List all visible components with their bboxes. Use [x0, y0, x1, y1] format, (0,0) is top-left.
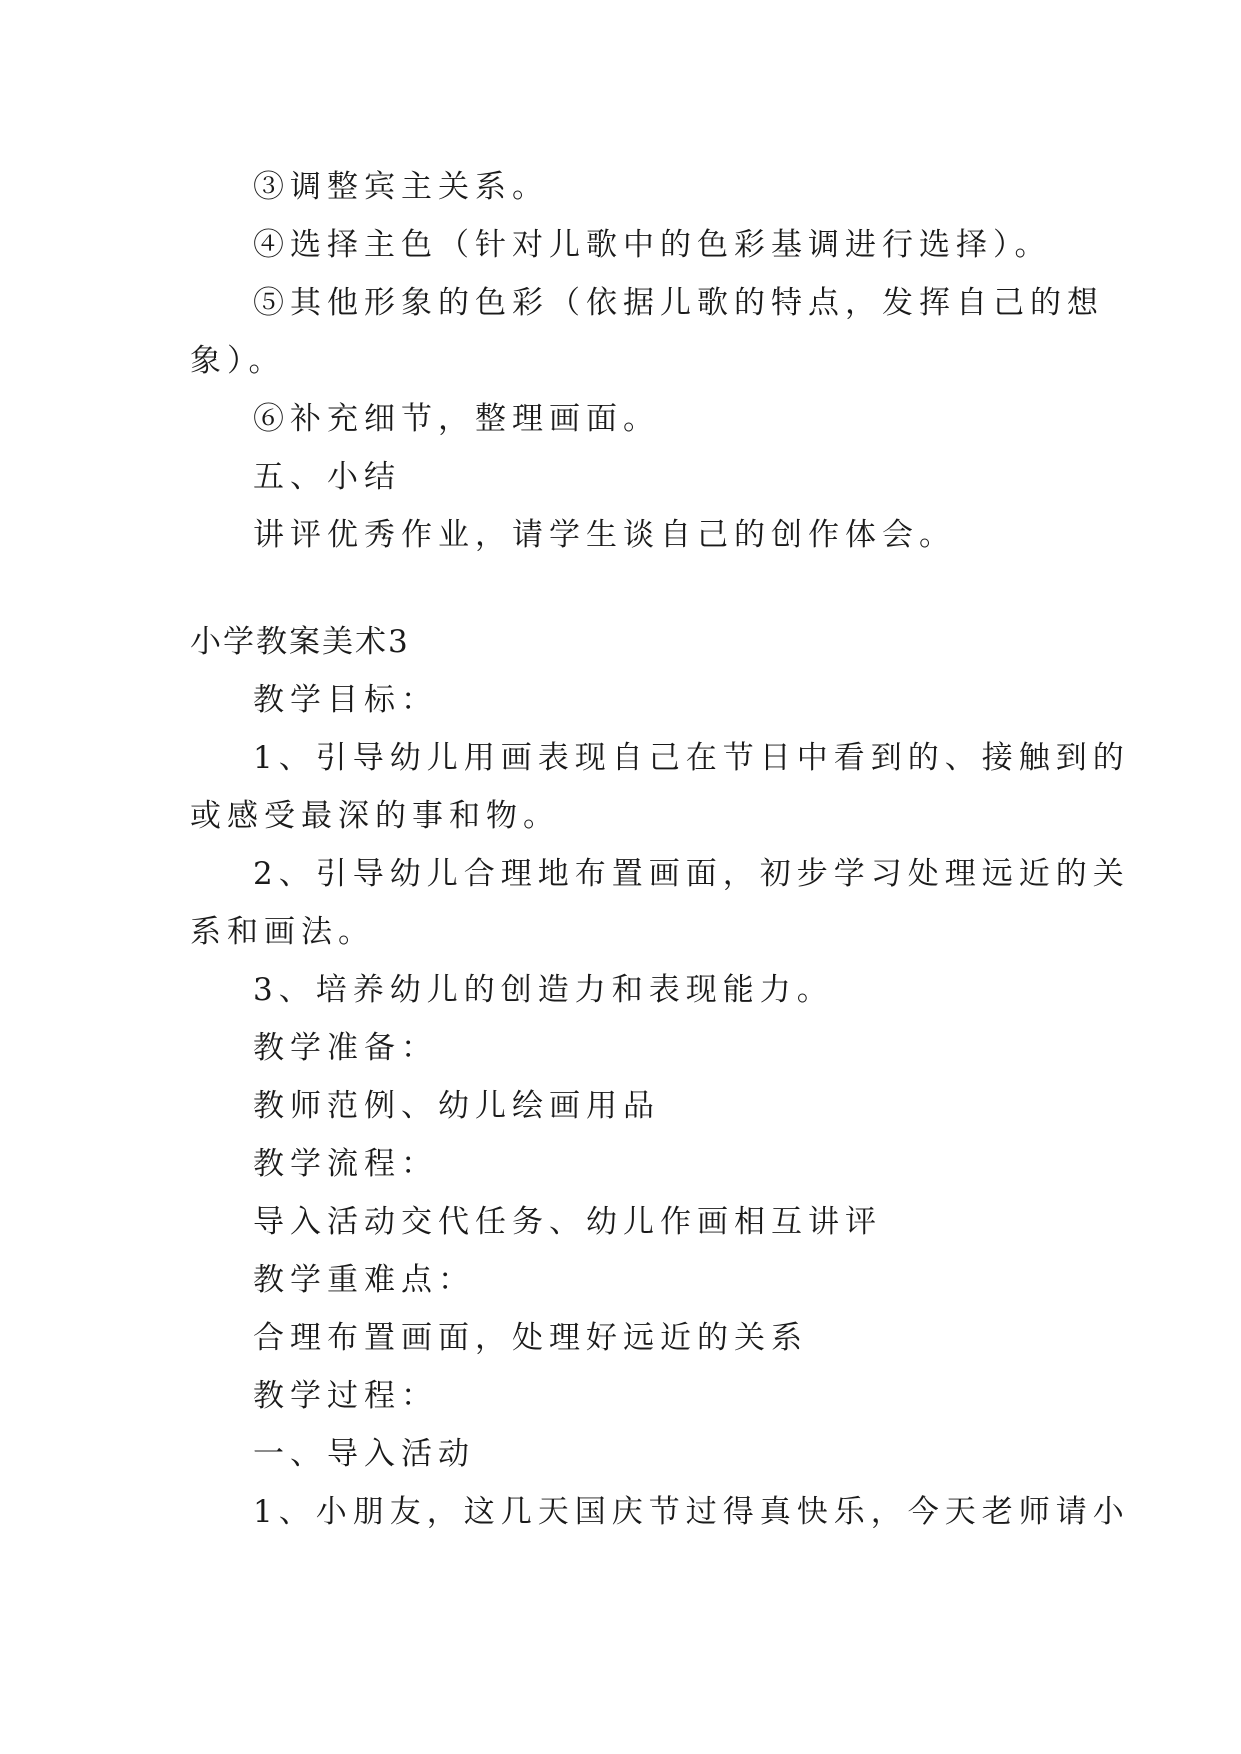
heading-summary: 五、小结: [253, 459, 401, 495]
paragraph-step-5-line-2: 象）。: [190, 343, 286, 379]
paragraph-step-3: ③调整宾主关系。: [253, 169, 549, 205]
section-title: 小学教案美术3: [190, 624, 410, 660]
goal-1-line-2: 或感受最深的事和物。: [190, 798, 560, 834]
paragraph-step-5-line-1: ⑤其他形象的色彩（依据儿歌的特点，发挥自己的想: [253, 285, 1104, 321]
heading-key-points: 教学重难点：: [253, 1262, 475, 1298]
goal-1-line-1: 1、引导幼儿用画表现自己在节日中看到的、接触到的: [253, 740, 1130, 776]
heading-preparation: 教学准备：: [253, 1030, 438, 1066]
goal-2-line-2: 系和画法。: [190, 914, 375, 950]
heading-teaching-goals: 教学目标：: [253, 682, 438, 718]
goal-3: 3、培养幼儿的创造力和表现能力。: [253, 972, 834, 1008]
goal-2-line-1: 2、引导幼儿合理地布置画面，初步学习处理远近的关: [253, 856, 1130, 892]
preparation-body: 教师范例、幼儿绘画用品: [253, 1088, 660, 1124]
intro-step-1: 1、小朋友，这几天国庆节过得真快乐，今天老师请小: [253, 1494, 1130, 1530]
paragraph-summary-body: 讲评优秀作业，请学生谈自己的创作体会。: [253, 517, 956, 553]
key-points-body: 合理布置画面，处理好远近的关系: [253, 1320, 808, 1356]
heading-intro-activity: 一、导入活动: [253, 1436, 475, 1472]
paragraph-step-4: ④选择主色（针对儿歌中的色彩基调进行选择）。: [253, 227, 1052, 263]
paragraph-step-6: ⑥补充细节，整理画面。: [253, 401, 660, 437]
heading-process: 教学流程：: [253, 1146, 438, 1182]
heading-teaching-process: 教学过程：: [253, 1378, 438, 1414]
process-body: 导入活动交代任务、幼儿作画相互讲评: [253, 1204, 882, 1240]
